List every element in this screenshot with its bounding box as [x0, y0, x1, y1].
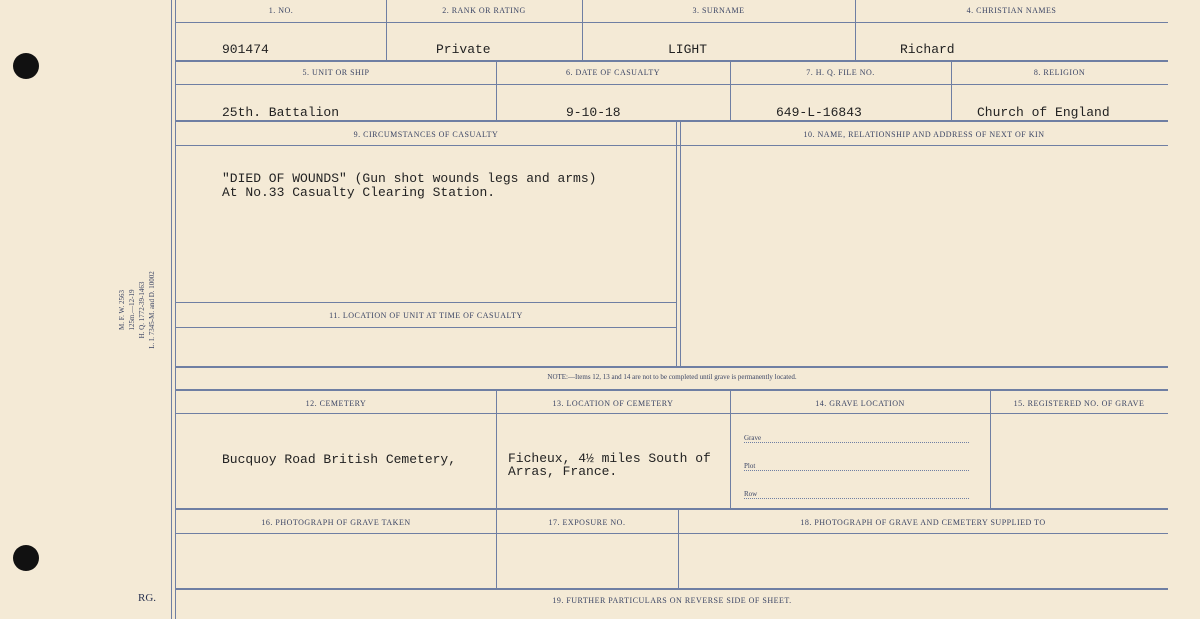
header-surname: 3. SURNAME [692, 6, 745, 15]
header-cemetery-location: 13. LOCATION OF CEMETERY [552, 399, 674, 408]
header-cemetery: 12. CEMETERY [305, 399, 367, 408]
cemetery-location-2: Arras, France. [508, 464, 618, 479]
header-date: 6. DATE OF CASUALTY [565, 68, 661, 77]
surname: LIGHT [668, 42, 708, 57]
row-field: Row [744, 490, 969, 499]
header-location-of-unit: 11. LOCATION OF UNIT AT TIME OF CASUALTY [329, 311, 523, 320]
service-number: 901474 [222, 42, 269, 57]
cemetery: Bucquoy Road British Cemetery, [222, 452, 457, 467]
footer-note: 19. FURTHER PARTICULARS ON REVERSE SIDE OF SHEET. [552, 596, 792, 605]
christian-names: Richard [900, 42, 955, 57]
header-no: 1. NO. [268, 6, 294, 15]
grave-field: Grave [744, 434, 969, 443]
header-religion: 8. RELIGION [1033, 68, 1086, 77]
initials: RG. [138, 592, 157, 604]
date-of-casualty: 9-10-18 [566, 105, 621, 120]
form-print-code: M. F. W. 2563 125m.—12-19 H. Q. 1772-39-1463 L. I. 7345-M. and D. 10002 [118, 271, 156, 349]
header-photo-taken: 16. PHOTOGRAPH OF GRAVE TAKEN [261, 518, 411, 527]
header-registered-no: 15. REGISTERED NO. OF GRAVE [1013, 399, 1145, 408]
cemetery-location-1: Ficheux, 4½ miles South of [508, 451, 711, 466]
header-unit: 5. UNIT OR SHIP [302, 68, 370, 77]
punch-hole-bottom [13, 545, 39, 571]
note: NOTE:—Items 12, 13 and 14 are not to be completed until grave is permanently located. [547, 373, 797, 381]
religion: Church of England [977, 105, 1110, 120]
header-photo-supplied: 18. PHOTOGRAPH OF GRAVE AND CEMETERY SUPPLIED TO [800, 518, 1046, 527]
circumstances-line-2: At No.33 Casualty Clearing Station. [222, 185, 496, 200]
header-grave-location: 14. GRAVE LOCATION [815, 399, 905, 408]
header-christian-names: 4. CHRISTIAN NAMES [966, 6, 1057, 15]
punch-hole-top [13, 53, 39, 79]
header-rank: 2. RANK OR RATING [442, 6, 526, 15]
plot-field: Plot [744, 462, 969, 471]
circumstances-line-1: "DIED OF WOUNDS" (Gun shot wounds legs and arms) [222, 171, 597, 186]
rank: Private [436, 42, 491, 57]
header-exposure-no: 17. EXPOSURE NO. [548, 518, 626, 527]
header-file-no: 7. H. Q. FILE NO. [806, 68, 875, 77]
hq-file-no: 649-L-16843 [776, 105, 862, 120]
header-circumstances: 9. CIRCUMSTANCES OF CASUALTY [353, 130, 499, 139]
unit: 25th. Battalion [222, 105, 340, 120]
header-next-of-kin: 10. NAME, RELATIONSHIP AND ADDRESS OF NEXT OF KIN [803, 130, 1045, 139]
